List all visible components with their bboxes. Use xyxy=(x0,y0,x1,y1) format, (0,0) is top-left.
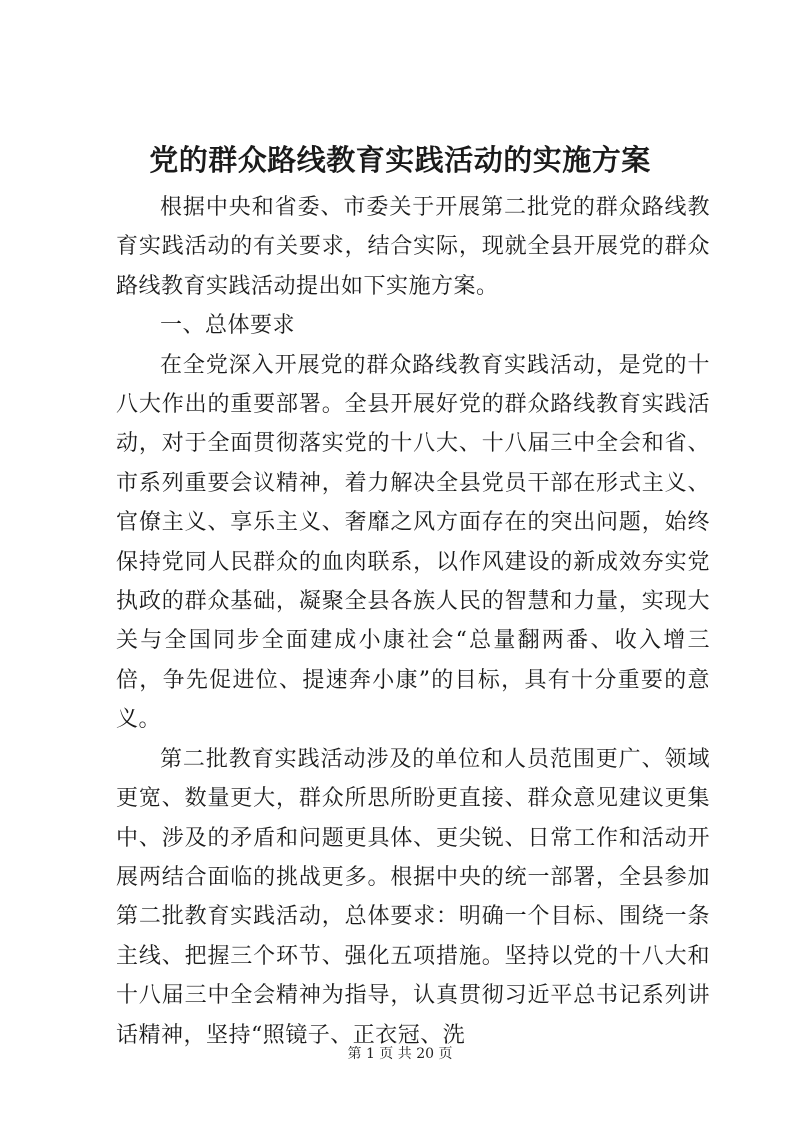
section-heading: 一、总体要求 xyxy=(160,313,296,339)
document-body xyxy=(116,188,710,1055)
document-title: 党的群众路线教育实践活动的实施方案 xyxy=(149,143,651,177)
body-paragraph: 第二批教育实践活动涉及的单位和人员范围更广、领域更宽、数量更大，群众所思所盼更直接、群众意见建议更集中、涉及的矛盾和问题更具体、更尖锐、日常工作和活动开展两结合面临的挑战更多。根据中央的统一部署，全县参加第二批教育实践活动，总体要求：明确一个目标、围绕一条主线、把握三个环节、强化五项措施。坚持以党的十八大和十八届三中全会精神为指导，认真贯彻习近平总书记系列讲话精神，坚持“照镜子、正衣冠、洗 xyxy=(116,746,710,1048)
body-paragraph: 在全党深入开展党的群众路线教育实践活动，是党的十八大作出的重要部署。全县开展好党的群众路线教育实践活动，对于全面贯彻落实党的十八大、十八届三中全会和省、市系列重要会议精神，着力解决全县党员干部在形式主义、官僚主义、享乐主义、奢靡之风方面存在的突出问题，始终保持党同人民群众的血肉联系，以作风建设的新成效夯实党执政的群众基础，凝聚全县各族人民的智慧和力量，实现大关与全国同步全面建成小康社会“总量翻两番、收入增三倍，争先促进位、提速奔小康”的目标，具有十分重要的意义。 xyxy=(116,352,710,733)
intro-paragraph: 根据中央和省委、市委关于开展第二批党的群众路线教育实践活动的有关要求，结合实际，现就全县开展党的群众路线教育实践活动提出如下实施方案。 xyxy=(116,195,710,299)
page-footer: 第 1 页 共 20 页 xyxy=(347,1046,453,1062)
